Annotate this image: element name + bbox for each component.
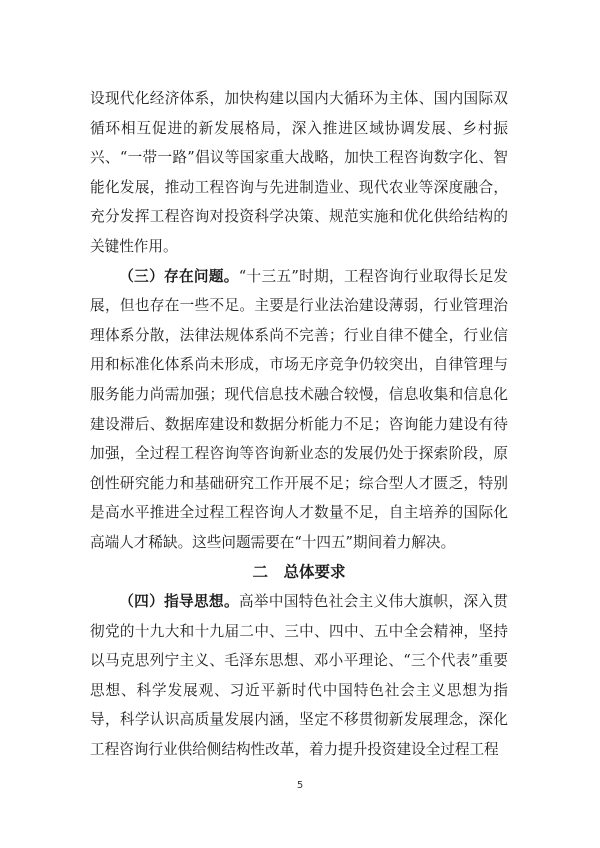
section-4-text: 高举中国特色社会主义伟大旗帜，深入贯彻党的十九大和十九届二中、三中、四中、五中全会精神，坚持以马克思列宁主义、毛泽东思想、邓小平理论、“三个代表”重要思想、科学发展观、习近平新时代中国特色社会主义思想为指导，科学认识高质量发展内涵，坚定不移贯彻新发展理念，深化工程咨询行业供给侧结构性改革，着力提升投资建设全过程工程 [90, 593, 508, 759]
section-3-text: “十三五”时期，工程咨询行业取得长足发展，但也存在一些不足。主要是行业法治建设薄弱，行业管理治理体系分散，法律法规体系尚不完善；行业自律不健全，行业信用和标准化体系尚未形成，市场无序竞争仍较突出，自律管理与服务能力尚需加强；现代信息技术融合较慢，信息收集和信息化建设滞后、数据库建设和数据分析能力不足；咨询能力建设有待加强，全过程工程咨询等咨询新业态的发展仍处于探索阶段，原创性研究能力和基础研究工作开展不足；综合型人才匮乏，特别是高水平推进全过程工程咨询人才数量不足，自主培养的国际化高端人才稀缺。这些问题需要在“十四五”期间着力解决。 [90, 267, 508, 551]
document-body [90, 84, 508, 765]
section-4-title: （四）指导思想。 [119, 593, 239, 611]
paragraph-continuation [90, 84, 508, 262]
paragraph-section-3 [90, 262, 508, 558]
page-number: 5 [296, 780, 304, 791]
chapter-heading: 二 总体要求 [252, 562, 346, 581]
section-3-title: （三）存在问题。 [119, 267, 239, 285]
paragraph-continuation-text: 设现代化经济体系，加快构建以国内大循环为主体、国内国际双循环相互促进的新发展格局，深入推进区域协调发展、乡村振兴、“一带一路”倡议等国家重大战略，加快工程咨询数字化、智能化发展，推动工程咨询与先进制造业、现代农业等深度融合，充分发挥工程咨询对投资科学决策、规范实施和优化供给结构的关键性作用。 [90, 90, 508, 255]
paragraph-section-4 [90, 587, 508, 765]
